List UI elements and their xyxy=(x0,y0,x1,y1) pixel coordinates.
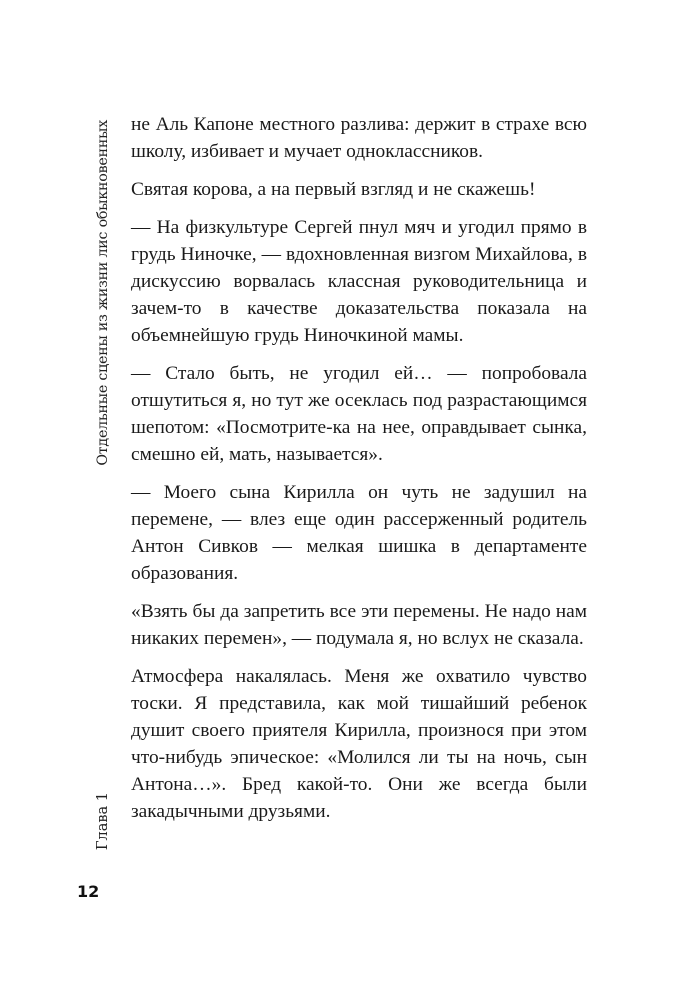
paragraph: не Аль Капоне местного разлива: держит в страхе всю школу, избивает и мучает одноклассников. xyxy=(131,114,587,162)
body-text xyxy=(131,111,587,836)
paragraph: — Моего сына Кирилла он чуть не задушил на перемене, — влез еще один рассерженный родитель Антон Сивков — мелкая шишка в департаменте образования. xyxy=(131,482,587,584)
paragraph: Атмосфера накалялась. Меня же охватило чувство тоски. Я представила, как мой тишайший ребенок душит своего приятеля Кирилла, произнося при этом что-нибудь эпическое: «Молился ли ты на ночь, сын Антона…». Бред какой-то. Они же всегда были закадычными друзьями. xyxy=(131,666,587,822)
paragraph: Святая корова, а на первый взгляд и не скажешь! xyxy=(131,179,536,200)
paragraph: — На физкультуре Сергей пнул мяч и угодил прямо в грудь Ниночке, — вдохновленная визгом Михайлова, в дискуссию ворвалась классная руководительница и зачем-то в качестве доказательства показала на объемнейшую грудь Ниночкиной мамы. xyxy=(131,217,587,346)
paragraph: «Взять бы да запретить все эти перемены. Не надо нам никаких перемен», — подумала я, но вслух не сказала. xyxy=(131,601,587,649)
chapter-label: Глава 1 xyxy=(95,792,111,851)
running-head: Отдельные сцены из жизни лис обыкновенных xyxy=(95,120,111,466)
paragraph: — Стало быть, не угодил ей… — попробовала отшутиться я, но тут же осеклась под разрастающимся шепотом: «Посмотрите-ка на нее, оправдывает сынка, смешно ей, мать, называется». xyxy=(131,363,587,465)
page-number: 12 xyxy=(77,882,100,901)
